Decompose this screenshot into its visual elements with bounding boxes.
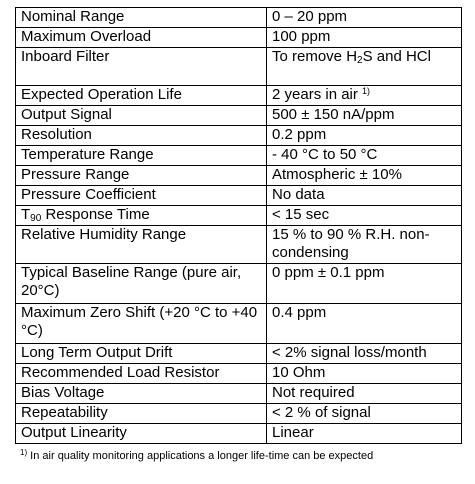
row-value <box>267 86 462 106</box>
row-label: Maximum Zero Shift (+20 °C to +40 °C) <box>16 304 267 344</box>
table-row <box>16 106 462 126</box>
row-label: Long Term Output Drift <box>16 344 267 364</box>
label-text: Response Time <box>41 206 150 223</box>
subscript: 2 <box>357 55 363 66</box>
row-value: < 2 % of signal <box>267 404 462 424</box>
row-label: Pressure Range <box>16 166 267 186</box>
row-value: - 40 °C to 50 °C <box>267 146 462 166</box>
row-value: Not required <box>267 384 462 404</box>
row-label <box>16 206 267 226</box>
table-row <box>16 48 462 86</box>
label-text: T <box>21 206 31 223</box>
table-row <box>16 126 462 146</box>
row-value: 10 Ohm <box>267 364 462 384</box>
row-label: Expected Operation Life <box>16 86 267 106</box>
table-row <box>16 404 462 424</box>
row-value: No data <box>267 186 462 206</box>
table-row <box>16 166 462 186</box>
row-label: Relative Humidity Range <box>16 226 267 264</box>
row-value: Atmospheric ± 10% <box>267 166 462 186</box>
row-value <box>267 48 462 86</box>
table-row <box>16 264 462 304</box>
row-value: 0.4 ppm <box>267 304 462 344</box>
row-label: Repeatability <box>16 404 267 424</box>
specification-table <box>15 7 462 444</box>
table-row <box>16 384 462 404</box>
row-label: Output Linearity <box>16 424 267 444</box>
table-row <box>16 364 462 384</box>
row-label: Pressure Coefficient <box>16 186 267 206</box>
table-row <box>16 424 462 444</box>
row-label: Inboard Filter <box>16 48 267 86</box>
row-value: 15 % to 90 % R.H. non-condensing <box>267 226 462 264</box>
row-value: 0 ppm ± 0.1 ppm <box>267 264 462 304</box>
row-value: < 2% signal loss/month <box>267 344 462 364</box>
row-value: Linear <box>267 424 462 444</box>
footnote-text: In air quality monitoring applications a longer life-time can be expected <box>27 450 374 462</box>
row-label: Output Signal <box>16 106 267 126</box>
table-row <box>16 186 462 206</box>
table-row <box>16 86 462 106</box>
row-label: Bias Voltage <box>16 384 267 404</box>
table-row <box>16 344 462 364</box>
row-value: 0 – 20 ppm <box>267 8 462 28</box>
row-value: 0.2 ppm <box>267 126 462 146</box>
subscript: 90 <box>30 213 42 224</box>
row-label: Typical Baseline Range (pure air, 20°C) <box>16 264 267 304</box>
footnote-marker: 1) <box>20 448 28 457</box>
row-value: 500 ± 150 nA/ppm <box>267 106 462 126</box>
footnote-marker: 1) <box>362 86 371 96</box>
row-label: Resolution <box>16 126 267 146</box>
row-label: Nominal Range <box>16 8 267 28</box>
value-text: S and HCl <box>362 48 431 65</box>
table-row <box>16 28 462 48</box>
table-row <box>16 226 462 264</box>
row-label: Temperature Range <box>16 146 267 166</box>
table-row <box>16 146 462 166</box>
row-value: < 15 sec <box>267 206 462 226</box>
table-row <box>16 304 462 344</box>
value-text: To remove H <box>272 48 358 65</box>
table-row <box>16 206 462 226</box>
row-label: Maximum Overload <box>16 28 267 48</box>
table-row <box>16 8 462 28</box>
row-label: Recommended Load Resistor <box>16 364 267 384</box>
value-text: 2 years in air <box>272 86 363 103</box>
footnote <box>20 450 450 463</box>
row-value: 100 ppm <box>267 28 462 48</box>
